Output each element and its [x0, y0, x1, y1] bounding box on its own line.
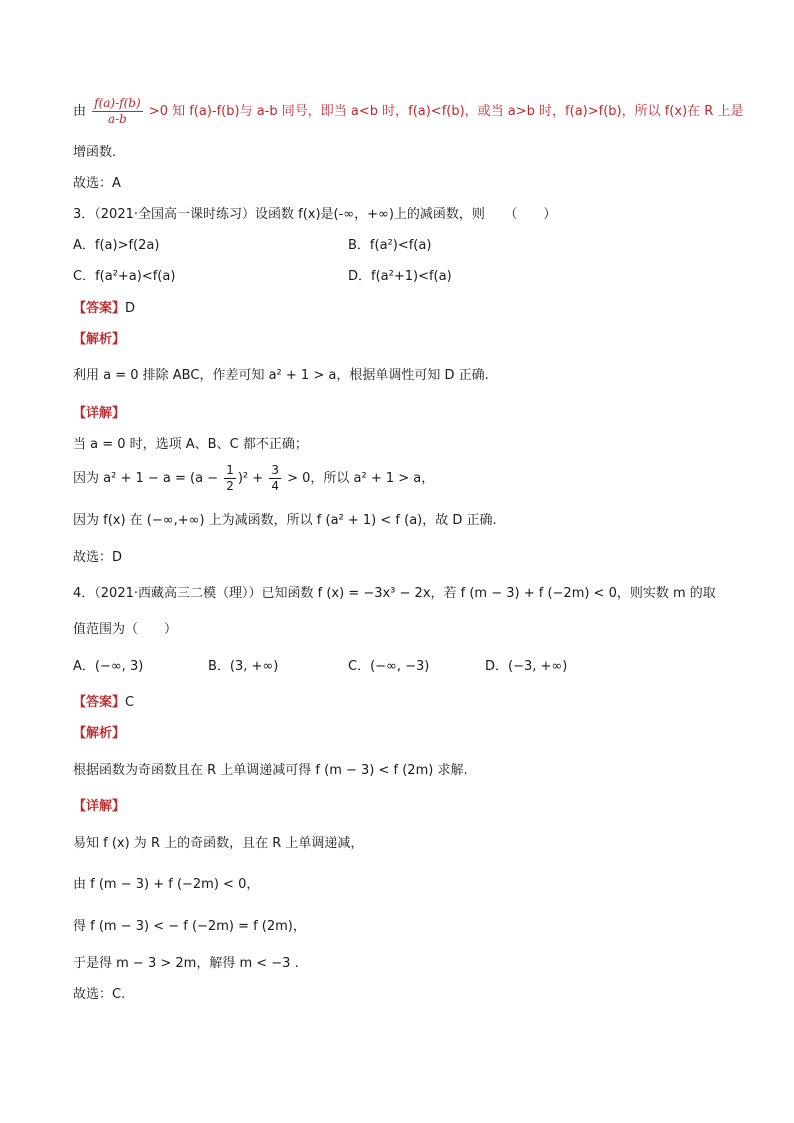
answer-value: C — [125, 695, 135, 710]
difference-quotient-fraction: $\frac{f(a)-f(b)}{a-b}$ — [94, 96, 141, 126]
q3-analysis-label: 【解析】 — [73, 332, 126, 347]
q3-detail-2: 因为 a² + 1 − a = (a − $\frac{1}{2}$ )² + $\frac{3}{4}$ > 0，所以 a² + 1 > a， — [73, 463, 435, 493]
q4-analysis-text: 根据函数为奇函数且在 R 上单调递减可得 f (m − 3) < f (2m) 求解. — [73, 763, 468, 778]
q3-final-answer: 故选：D — [73, 550, 123, 565]
answer-label: 【答案】 — [73, 695, 126, 710]
q3-detail-3: 因为 f(x) 在 (−∞,+∞) 上为减函数，所以 f (a² + 1) < f (a)，故 D 正确. — [73, 513, 497, 528]
q3-analysis-text: 利用 a = 0 排除 ABC，作差可知 a² + 1 > a，根据单调性可知 D 正确. — [73, 368, 489, 383]
q4-detail-1: 易知 f (x) 为 R 上的奇函数，且在 R 上单调递减， — [73, 836, 364, 851]
q4-option-d: D．(−3, +∞) — [485, 659, 568, 674]
q3-detail-label: 【详解】 — [73, 406, 126, 421]
q4-stem-line1: 4．（2021·西藏高三二模（理））已知函数 f (x) = −3x³ − 2x，若 f (m − 3) + f (−2m) < 0，则实数 m 的取 — [73, 586, 716, 601]
q4-answer — [73, 694, 134, 712]
q4-analysis-label: 【解析】 — [73, 726, 126, 741]
q4-final-answer: 故选：C. — [73, 987, 126, 1002]
fraction-half: $\frac{1}{2}$ — [226, 463, 234, 493]
q3-stem: 3．（2021·全国高一课时练习）设函数 f(x)是(-∞，+∞)上的减函数，则 （ ） — [73, 207, 557, 222]
q4-stem-line2: 值范围为（ ） — [73, 622, 178, 637]
q3-option-b: B．f(a²)<f(a) — [348, 238, 432, 253]
q3-option-c: C．f(a²+a)<f(a) — [73, 269, 176, 284]
q4-option-a: A．(−∞, 3) — [73, 659, 144, 674]
q2-final-answer: 故选：A — [73, 176, 121, 191]
q4-option-b: B．(3, +∞) — [208, 659, 279, 674]
q3-option-a: A．f(a)>f(2a) — [73, 238, 160, 253]
q3-answer — [73, 300, 135, 318]
fraction-three-quarters: $\frac{3}{4}$ — [271, 463, 279, 493]
q2-conclusion-cont: 增函数. — [73, 145, 117, 160]
q2-conclusion-text: >0 知 f(a)-f(b)与 a-b 同号，即当 a<b 时，f(a)<f(b)，或当 a>b 时，f(a)>f(b)，所以 f(x)在 R 上是 — [148, 104, 744, 119]
q4-option-c: C．(−∞, −3) — [348, 659, 430, 674]
q3-detail-1: 当 a = 0 时，选项 A、B、C 都不正确； — [73, 437, 308, 452]
q3-option-d: D．f(a²+1)<f(a) — [348, 269, 452, 284]
answer-value: D — [125, 301, 136, 316]
q4-detail-3: 得 f (m − 3) < − f (−2m) = f (2m)， — [73, 919, 306, 934]
answer-label: 【答案】 — [73, 301, 126, 316]
q4-detail-2: 由 f (m − 3) + f (−2m) < 0， — [73, 877, 260, 892]
q4-detail-label: 【详解】 — [73, 799, 126, 814]
q4-detail-4: 于是得 m − 3 > 2m，解得 m < −3 . — [73, 956, 299, 971]
q2-conclusion-line: 由 $\frac{f(a)-f(b)}{a-b}$ >0 知 f(a)-f(b)与 a-b 同号，即当 a<b 时，f(a)<f(b)，或当 a>b 时，f(a)>f(b)，所以 f(x)在 R 上是 — [73, 96, 744, 126]
